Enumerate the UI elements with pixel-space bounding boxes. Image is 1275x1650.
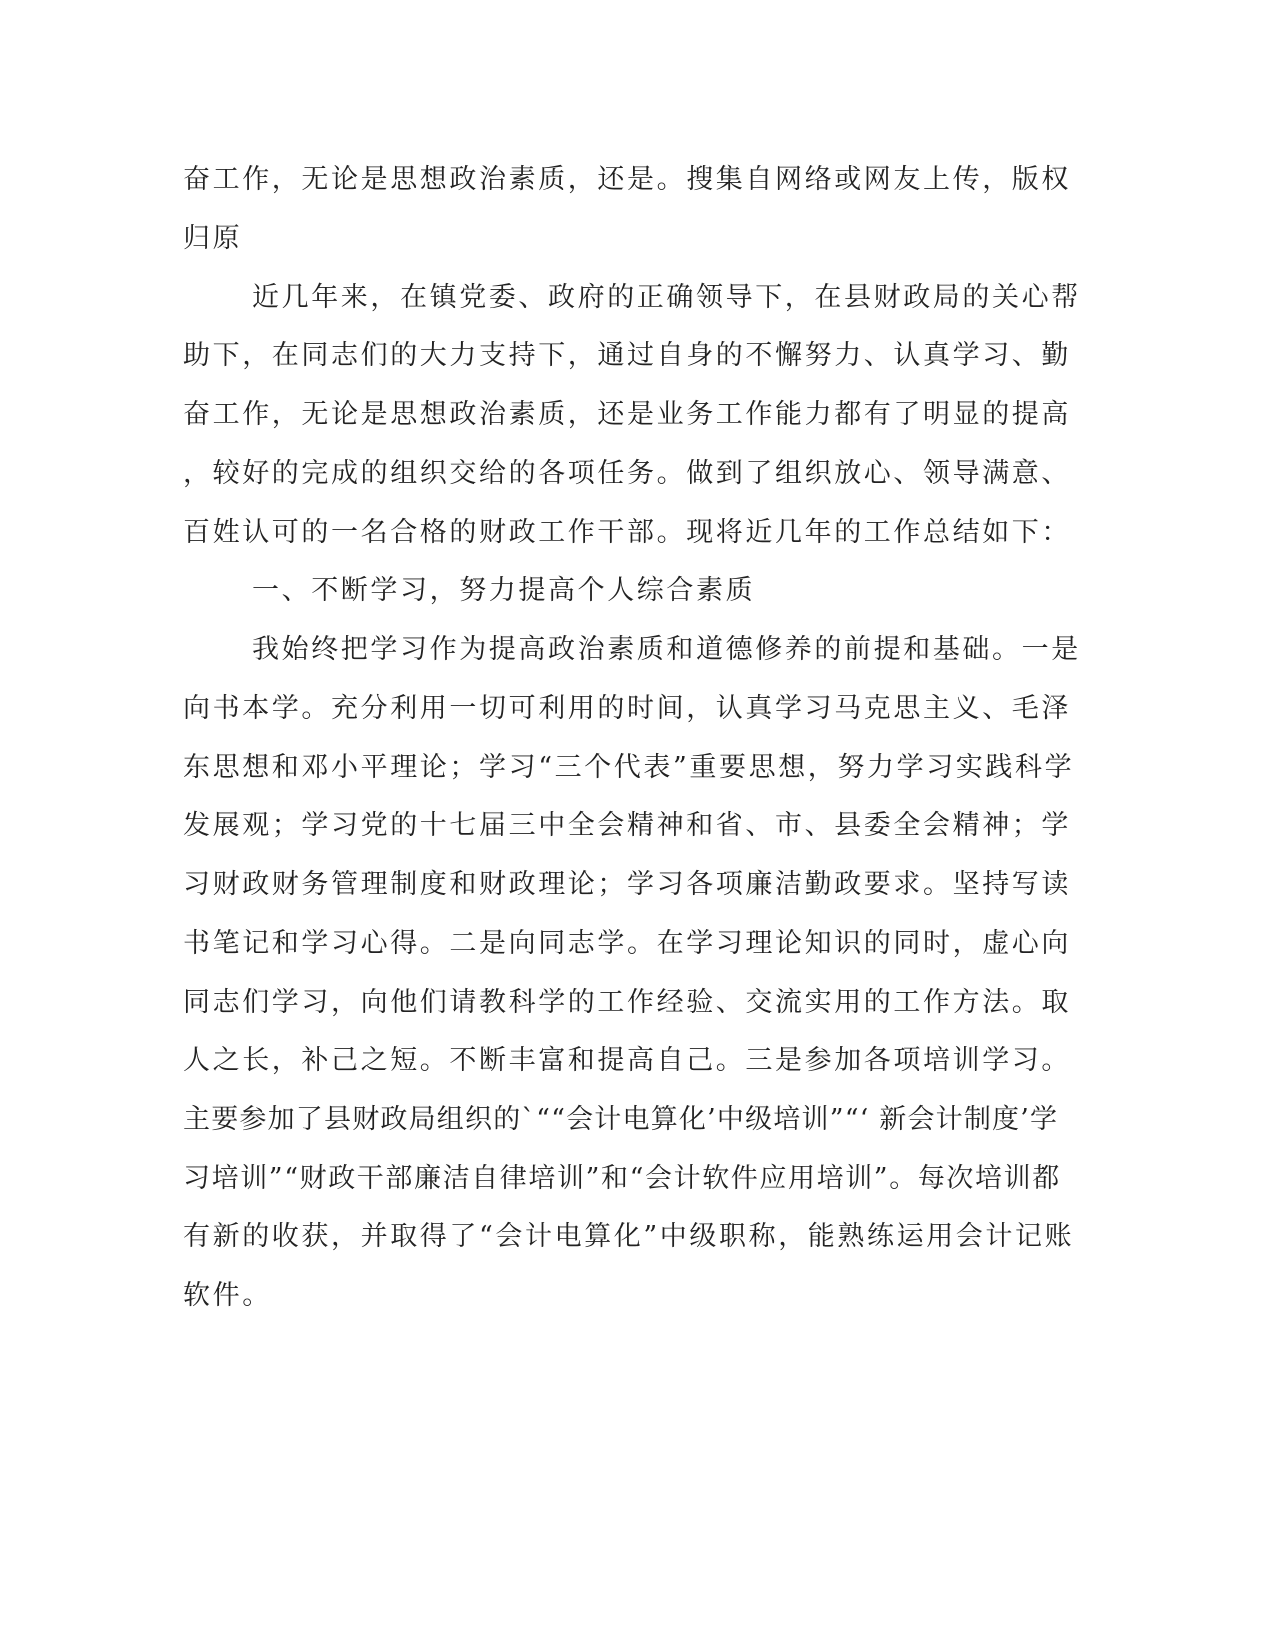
text-line: 软件。 [183,1280,272,1311]
text-line: 习财政财务管理制度和财政理论；学习各项廉洁勤政要求。坚持写读 [183,869,1071,900]
section-heading: 一、不断学习，努力提高个人综合素质 [252,575,756,606]
text-line: 向书本学。充分利用一切可利用的时间，认真学习马克思主义、毛泽 [183,693,1071,724]
text-line: 百姓认可的一名合格的财政工作干部。现将近几年的工作总结如下： [183,517,1071,548]
paragraph-start-line: 近几年来，在镇党委、政府的正确领导下，在县财政局的关心帮 [252,282,1081,313]
text-line: 主要参加了县财政局组织的`““会计电算化’中级培训”“‘ 新会计制度’学 [183,1104,1059,1135]
text-line: 东思想和邓小平理论；学习“三个代表”重要思想，努力学习实践科学 [183,752,1075,783]
text-line: 人之长，补己之短。不断丰富和提高自己。三是参加各项培训学习。 [183,1045,1071,1076]
text-line: 助下，在同志们的大力支持下，通过自身的不懈努力、认真学习、勤 [183,340,1071,371]
text-line: ，较好的完成的组织交给的各项任务。做到了组织放心、领导满意、 [183,458,1071,489]
text-line: 有新的收获，并取得了“会计电算化”中级职称，能熟练运用会计记账 [183,1221,1075,1252]
text-line: 同志们学习，向他们请教科学的工作经验、交流实用的工作方法。取 [183,987,1071,1018]
text-line: 发展观；学习党的十七届三中全会精神和省、市、县委全会精神；学 [183,810,1071,841]
text-line: 归原 [183,223,243,254]
text-line: 习培训”“财政干部廉洁自律培训”和“会计软件应用培训”。每次培训都 [183,1163,1061,1194]
text-line: 奋工作，无论是思想政治素质，还是。搜集自网络或网友上传，版权 [183,164,1071,195]
text-line: 奋工作，无论是思想政治素质，还是业务工作能力都有了明显的提高 [183,399,1071,430]
text-line: 书笔记和学习心得。二是向同志学。在学习理论知识的同时，虚心向 [183,928,1071,959]
paragraph-start-line: 我始终把学习作为提高政治素质和道德修养的前提和基础。一是 [252,634,1081,665]
